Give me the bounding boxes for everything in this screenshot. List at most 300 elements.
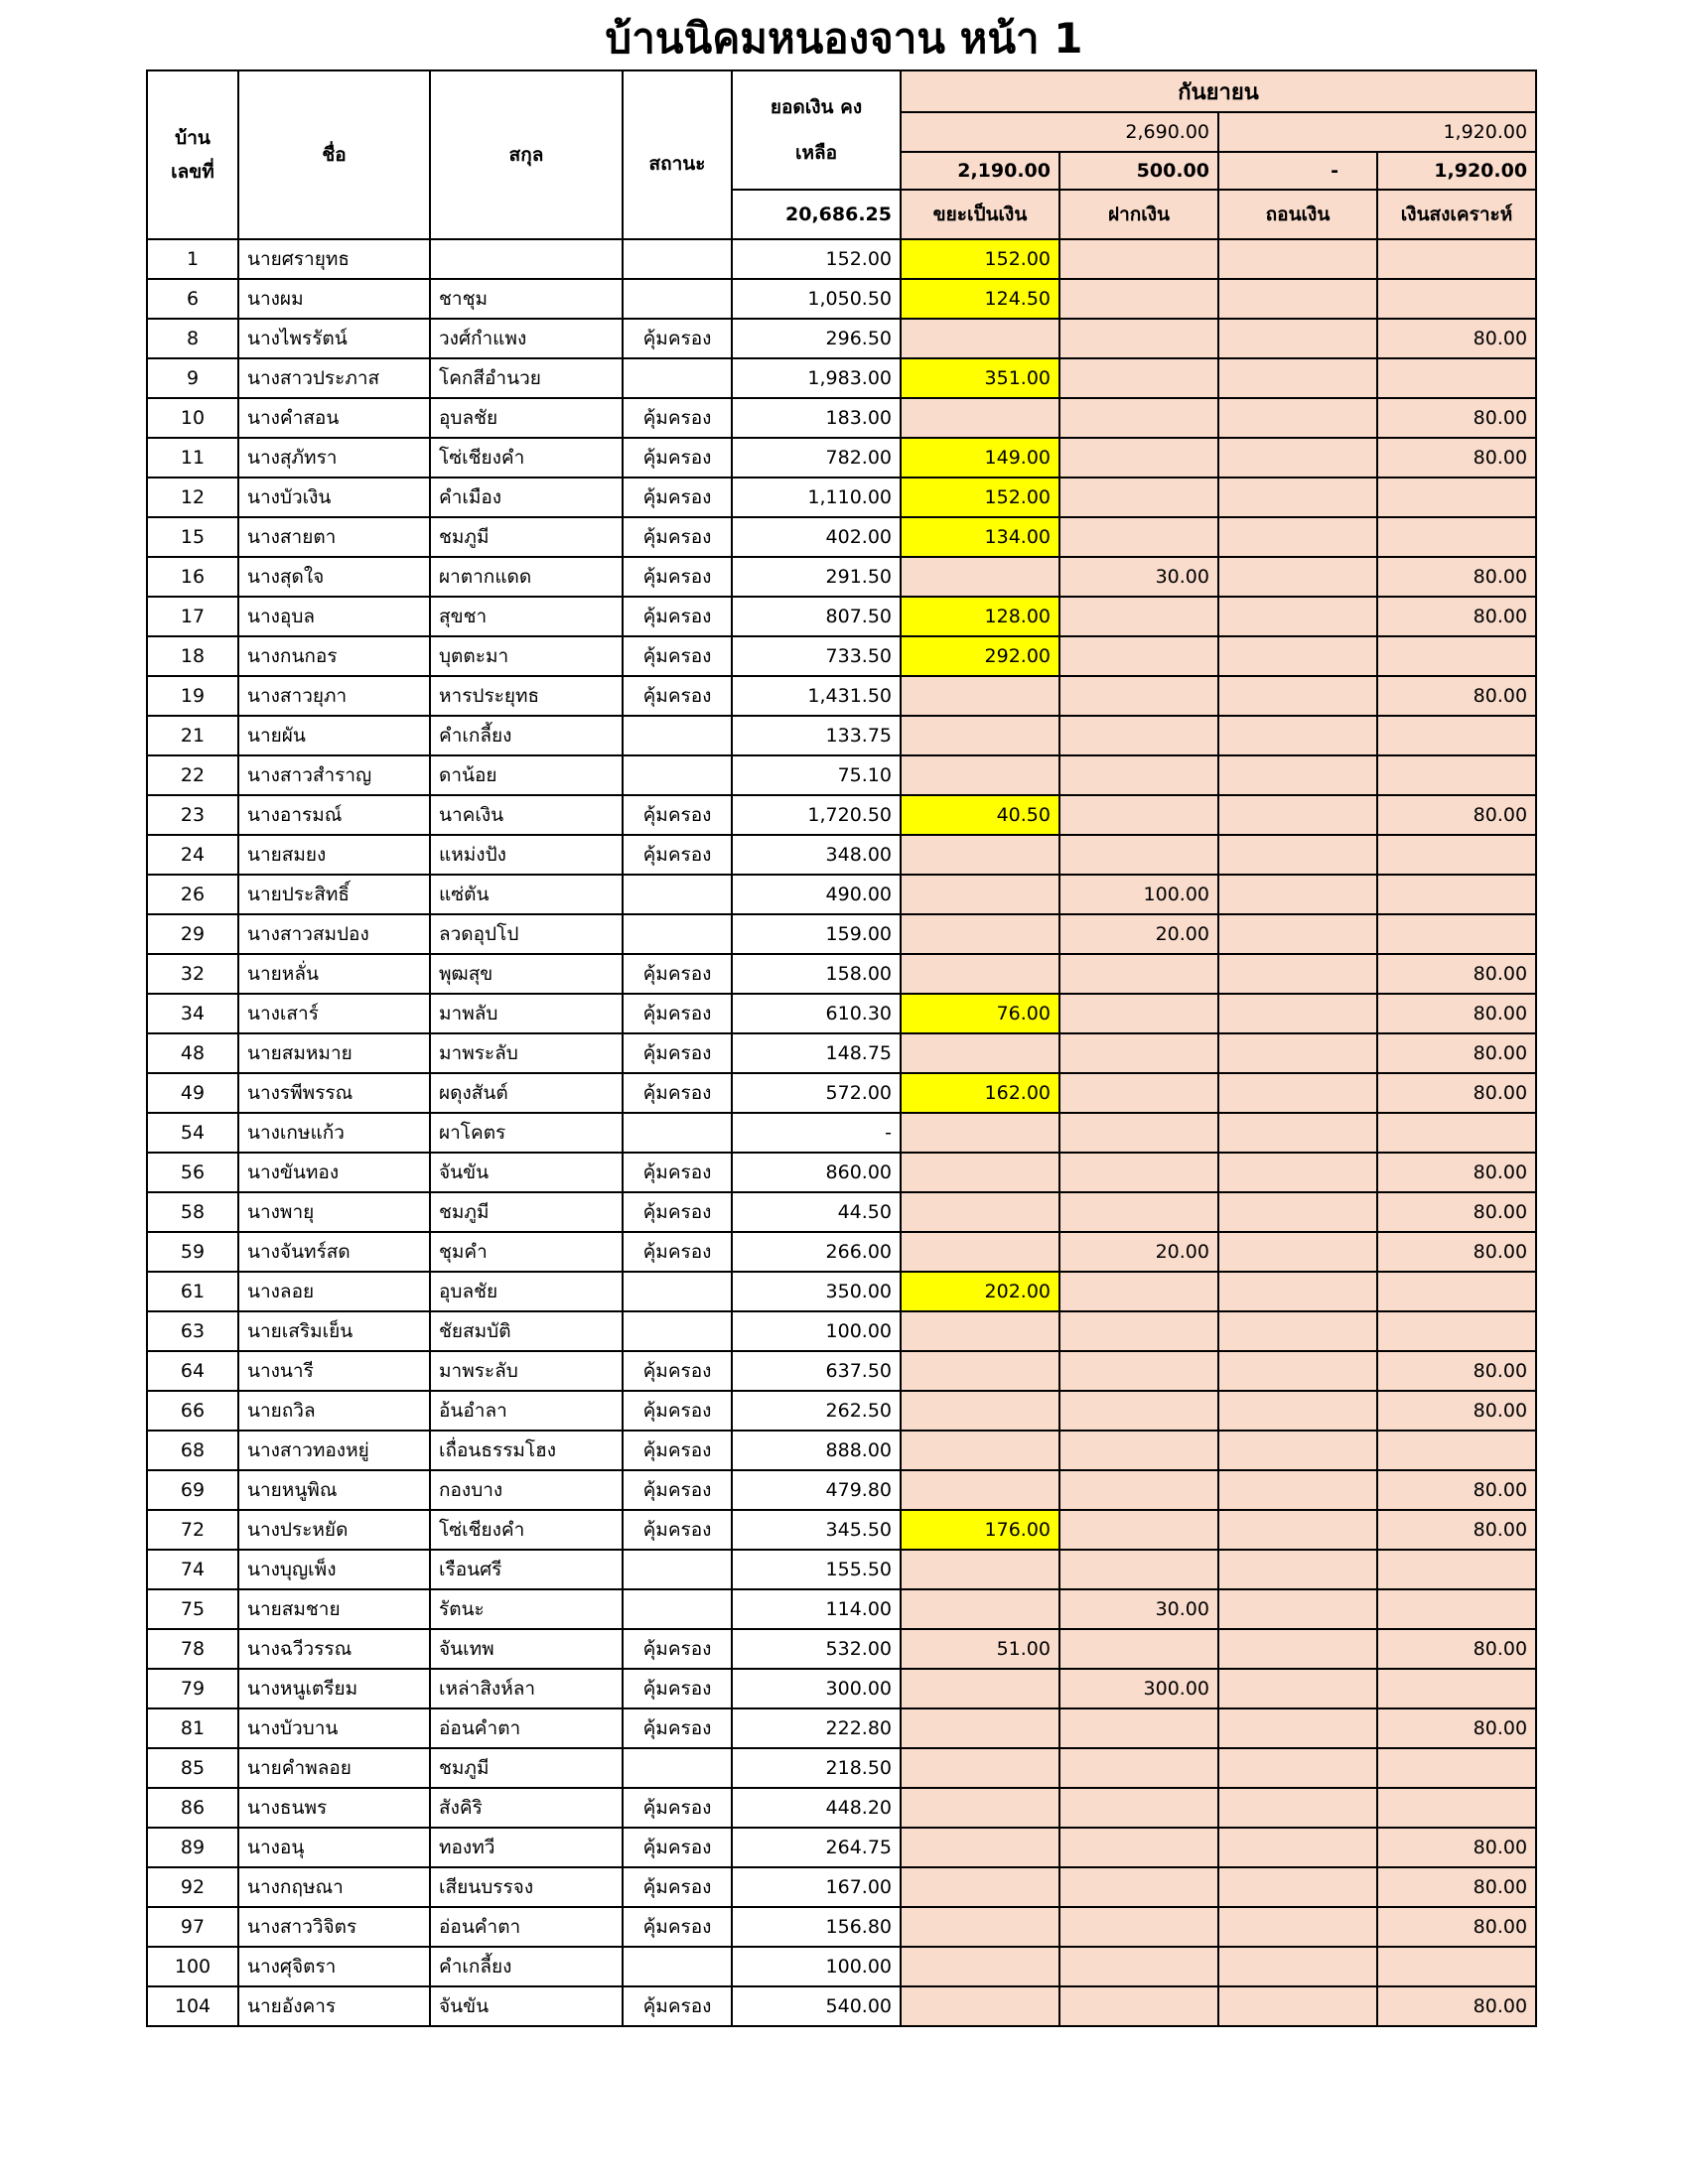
deposit-cell (1059, 1550, 1218, 1589)
balance-cell: 155.50 (732, 1550, 901, 1589)
withdraw-cell (1218, 994, 1377, 1033)
first-name-cell: นายสมหมาย (238, 1033, 430, 1073)
waste-cell (901, 755, 1059, 795)
table-row (147, 1788, 1536, 1828)
house-number-cell: 12 (147, 478, 238, 517)
last-name-cell: ชมภูมี (430, 517, 623, 557)
house-number-cell: 92 (147, 1867, 238, 1907)
house-number-cell: 8 (147, 319, 238, 358)
house-number-cell: 85 (147, 1748, 238, 1788)
balance-cell: 296.50 (732, 319, 901, 358)
table-row (147, 438, 1536, 478)
table-row (147, 557, 1536, 597)
col-header-deposit: ฝากเงิน (1059, 190, 1218, 239)
table-row (147, 1589, 1536, 1629)
balance-cell: 100.00 (732, 1947, 901, 1986)
status-cell: คุ้มครอง (623, 1232, 732, 1272)
welfare-cell: 80.00 (1377, 1828, 1536, 1867)
status-cell: คุ้มครอง (623, 1907, 732, 1947)
withdraw-cell (1218, 1391, 1377, 1431)
deposit-cell (1059, 1629, 1218, 1669)
waste-cell: 152.00 (901, 239, 1059, 279)
welfare-cell (1377, 1748, 1536, 1788)
deposit-cell (1059, 676, 1218, 716)
last-name-cell: ลวดอุปโป (430, 914, 623, 954)
first-name-cell: นางขันทอง (238, 1153, 430, 1192)
welfare-cell (1377, 239, 1536, 279)
balance-cell: 1,720.50 (732, 795, 901, 835)
waste-cell (901, 1708, 1059, 1748)
last-name-cell: เถื่อนธรรมโฮง (430, 1431, 623, 1470)
balance-cell: 348.00 (732, 835, 901, 875)
balance-cell: 218.50 (732, 1748, 901, 1788)
welfare-cell (1377, 1589, 1536, 1629)
last-name-cell: ชุมคำ (430, 1232, 623, 1272)
house-number-cell: 72 (147, 1510, 238, 1550)
welfare-cell: 80.00 (1377, 557, 1536, 597)
welfare-cell (1377, 1669, 1536, 1708)
withdraw-cell (1218, 1431, 1377, 1470)
withdraw-cell (1218, 1907, 1377, 1947)
deposit-cell (1059, 1708, 1218, 1748)
status-cell (623, 755, 732, 795)
waste-cell: 152.00 (901, 478, 1059, 517)
waste-cell: 134.00 (901, 517, 1059, 557)
table-row (147, 1073, 1536, 1113)
status-cell (623, 358, 732, 398)
balance-cell: 183.00 (732, 398, 901, 438)
withdraw-cell (1218, 1550, 1377, 1589)
deposit-cell (1059, 1828, 1218, 1867)
last-name-cell: พุฒสุข (430, 954, 623, 994)
withdraw-cell (1218, 1351, 1377, 1391)
status-cell: คุ้มครอง (623, 1828, 732, 1867)
withdraw-cell (1218, 358, 1377, 398)
page-title: บ้านนิคมหนองจาน หน้า 1 (605, 14, 1083, 63)
last-name-cell: โคกสีอำนวย (430, 358, 623, 398)
table-row (147, 1153, 1536, 1192)
last-name-cell: แซ่ตัน (430, 875, 623, 914)
balance-cell: 167.00 (732, 1867, 901, 1907)
first-name-cell: นางผม (238, 279, 430, 319)
balance-cell: 479.80 (732, 1470, 901, 1510)
withdraw-cell (1218, 1947, 1377, 1986)
table-row (147, 1272, 1536, 1311)
col-header-welfare: เงินสงเคราะห์ (1377, 190, 1536, 239)
deposit-cell (1059, 517, 1218, 557)
last-name-cell: อ้นอำลา (430, 1391, 623, 1431)
waste-cell (901, 1828, 1059, 1867)
first-name-cell: นางอนุ (238, 1828, 430, 1867)
first-name-cell: นายประสิทธิ์ (238, 875, 430, 914)
balance-cell: 572.00 (732, 1073, 901, 1113)
last-name-cell: บุตตะมา (430, 636, 623, 676)
balance-cell: 133.75 (732, 716, 901, 755)
withdraw-cell (1218, 1828, 1377, 1867)
table-row (147, 835, 1536, 875)
deposit-cell: 100.00 (1059, 875, 1218, 914)
last-name-cell: ทองทวี (430, 1828, 623, 1867)
withdraw-cell (1218, 1153, 1377, 1192)
welfare-cell (1377, 279, 1536, 319)
status-cell: คุ้มครอง (623, 835, 732, 875)
balance-cell: 532.00 (732, 1629, 901, 1669)
welfare-cell: 80.00 (1377, 398, 1536, 438)
house-number-cell: 58 (147, 1192, 238, 1232)
house-number-cell: 54 (147, 1113, 238, 1153)
header-house-no: บ้าน เลขที่ (147, 70, 238, 239)
status-cell: คุ้มครอง (623, 557, 732, 597)
first-name-cell: นายผัน (238, 716, 430, 755)
last-name-cell: เรือนศรี (430, 1550, 623, 1589)
balance-cell: 1,110.00 (732, 478, 901, 517)
deposit-cell (1059, 1986, 1218, 2026)
house-number-cell: 32 (147, 954, 238, 994)
house-number-cell: 23 (147, 795, 238, 835)
last-name-cell: นาคเงิน (430, 795, 623, 835)
welfare-cell: 80.00 (1377, 1907, 1536, 1947)
waste-cell (901, 1907, 1059, 1947)
waste-cell: 124.50 (901, 279, 1059, 319)
waste-cell: 292.00 (901, 636, 1059, 676)
last-name-cell: มาพระลับ (430, 1033, 623, 1073)
house-number-cell: 26 (147, 875, 238, 914)
first-name-cell: นางธนพร (238, 1788, 430, 1828)
status-cell (623, 1947, 732, 1986)
withdraw-cell (1218, 914, 1377, 954)
subtotal-waste: 2,190.00 (901, 152, 1059, 190)
balance-cell: 114.00 (732, 1589, 901, 1629)
balance-cell: 264.75 (732, 1828, 901, 1867)
balance-cell: 733.50 (732, 636, 901, 676)
waste-cell (901, 1986, 1059, 2026)
waste-cell (901, 875, 1059, 914)
house-number-cell: 18 (147, 636, 238, 676)
withdraw-cell (1218, 1033, 1377, 1073)
welfare-cell (1377, 835, 1536, 875)
first-name-cell: นางไพรรัตน์ (238, 319, 430, 358)
balance-cell: 1,983.00 (732, 358, 901, 398)
waste-cell (901, 1669, 1059, 1708)
balance-cell: 1,050.50 (732, 279, 901, 319)
withdraw-cell (1218, 1708, 1377, 1748)
house-number-cell: 11 (147, 438, 238, 478)
welfare-cell (1377, 1431, 1536, 1470)
welfare-cell: 80.00 (1377, 1192, 1536, 1232)
status-cell: คุ้มครอง (623, 398, 732, 438)
waste-cell: 351.00 (901, 358, 1059, 398)
table-row (147, 597, 1536, 636)
first-name-cell: นางบัวเงิน (238, 478, 430, 517)
status-cell: คุ้มครอง (623, 1153, 732, 1192)
house-number-cell: 89 (147, 1828, 238, 1867)
withdraw-cell (1218, 755, 1377, 795)
status-cell: คุ้มครอง (623, 1867, 732, 1907)
balance-cell: 1,431.50 (732, 676, 901, 716)
withdraw-cell (1218, 875, 1377, 914)
house-number-cell: 63 (147, 1311, 238, 1351)
waste-cell: 202.00 (901, 1272, 1059, 1311)
last-name-cell: จันเทพ (430, 1629, 623, 1669)
deposit-cell (1059, 597, 1218, 636)
balance-cell: 807.50 (732, 597, 901, 636)
last-name-cell: เสียนบรรจง (430, 1867, 623, 1907)
status-cell (623, 1589, 732, 1629)
table-row (147, 716, 1536, 755)
welfare-cell (1377, 1550, 1536, 1589)
withdraw-cell (1218, 676, 1377, 716)
first-name-cell: นายหลั่น (238, 954, 430, 994)
balance-cell: 156.80 (732, 1907, 901, 1947)
waste-cell (901, 835, 1059, 875)
withdraw-cell (1218, 1192, 1377, 1232)
col-header-withdraw: ถอนเงิน (1218, 190, 1377, 239)
house-number-cell: 9 (147, 358, 238, 398)
house-number-cell: 34 (147, 994, 238, 1033)
withdraw-cell (1218, 636, 1377, 676)
waste-cell (901, 1192, 1059, 1232)
balance-cell: 158.00 (732, 954, 901, 994)
status-cell: คุ้มครอง (623, 1351, 732, 1391)
withdraw-cell (1218, 1986, 1377, 2026)
last-name-cell: สุขชา (430, 597, 623, 636)
welfare-cell (1377, 755, 1536, 795)
waste-cell: 128.00 (901, 597, 1059, 636)
house-number-cell: 64 (147, 1351, 238, 1391)
balance-cell: 490.00 (732, 875, 901, 914)
last-name-cell: มาพลับ (430, 994, 623, 1033)
status-cell: คุ้มครอง (623, 1708, 732, 1748)
table-row (147, 994, 1536, 1033)
table-row (147, 1669, 1536, 1708)
welfare-cell: 80.00 (1377, 1153, 1536, 1192)
subtotal-withdraw: - (1218, 152, 1377, 190)
house-number-cell: 10 (147, 398, 238, 438)
house-number-cell: 81 (147, 1708, 238, 1748)
table-row (147, 239, 1536, 279)
status-cell (623, 1272, 732, 1311)
withdraw-cell (1218, 835, 1377, 875)
house-number-cell: 29 (147, 914, 238, 954)
welfare-cell: 80.00 (1377, 1629, 1536, 1669)
last-name-cell: ผดุงสันต์ (430, 1073, 623, 1113)
table-row (147, 636, 1536, 676)
first-name-cell: นางหนูเตรียม (238, 1669, 430, 1708)
welfare-cell: 80.00 (1377, 994, 1536, 1033)
balance-cell: 75.10 (732, 755, 901, 795)
last-name-cell: คำเมือง (430, 478, 623, 517)
withdraw-cell (1218, 319, 1377, 358)
welfare-cell (1377, 1311, 1536, 1351)
house-number-cell: 56 (147, 1153, 238, 1192)
house-number-cell: 104 (147, 1986, 238, 2026)
first-name-cell: นางเกษแก้ว (238, 1113, 430, 1153)
waste-cell: 149.00 (901, 438, 1059, 478)
status-cell: คุ้มครอง (623, 676, 732, 716)
balance-cell: 300.00 (732, 1669, 901, 1708)
welfare-cell: 80.00 (1377, 1073, 1536, 1113)
waste-cell (901, 1311, 1059, 1351)
last-name-cell: โซ่เชียงคำ (430, 438, 623, 478)
welfare-cell: 80.00 (1377, 319, 1536, 358)
table-row (147, 1748, 1536, 1788)
waste-cell (901, 1431, 1059, 1470)
welfare-cell: 80.00 (1377, 1391, 1536, 1431)
last-name-cell: ชาชุม (430, 279, 623, 319)
first-name-cell: นางรพีพรรณ (238, 1073, 430, 1113)
welfare-cell (1377, 914, 1536, 954)
balance-cell: 44.50 (732, 1192, 901, 1232)
waste-cell (901, 319, 1059, 358)
status-cell (623, 239, 732, 279)
house-number-cell: 69 (147, 1470, 238, 1510)
first-name-cell: นางสาวยุภา (238, 676, 430, 716)
first-name-cell: นางกนกอร (238, 636, 430, 676)
deposit-cell (1059, 1470, 1218, 1510)
welfare-cell: 80.00 (1377, 1232, 1536, 1272)
status-cell: คุ้มครอง (623, 597, 732, 636)
withdraw-cell (1218, 478, 1377, 517)
balance-cell: 100.00 (732, 1311, 901, 1351)
table-row (147, 1907, 1536, 1947)
house-number-cell: 75 (147, 1589, 238, 1629)
first-name-cell: นายถวิล (238, 1391, 430, 1431)
welfare-cell (1377, 636, 1536, 676)
withdraw-cell (1218, 597, 1377, 636)
balance-cell: 148.75 (732, 1033, 901, 1073)
deposit-cell (1059, 994, 1218, 1033)
table-row (147, 875, 1536, 914)
waste-cell (901, 914, 1059, 954)
waste-cell (901, 1391, 1059, 1431)
first-name-cell: นางลอย (238, 1272, 430, 1311)
welfare-cell (1377, 1113, 1536, 1153)
deposit-cell (1059, 1153, 1218, 1192)
table-row (147, 398, 1536, 438)
status-cell (623, 1748, 732, 1788)
deposit-cell (1059, 398, 1218, 438)
header-last-name: สกุล (430, 70, 623, 239)
ledger-table (146, 69, 1537, 2027)
last-name-cell: ชมภูมี (430, 1192, 623, 1232)
table-row (147, 1192, 1536, 1232)
last-name-cell: วงศ์กำแพง (430, 319, 623, 358)
deposit-cell (1059, 1431, 1218, 1470)
withdraw-cell (1218, 517, 1377, 557)
subtotal-deposit: 500.00 (1059, 152, 1218, 190)
last-name-cell: อ่อนคำตา (430, 1907, 623, 1947)
withdraw-cell (1218, 1232, 1377, 1272)
first-name-cell: นางศุจิตรา (238, 1947, 430, 1986)
first-name-cell: นางสายตา (238, 517, 430, 557)
welfare-cell (1377, 1272, 1536, 1311)
withdraw-cell (1218, 239, 1377, 279)
house-number-cell: 100 (147, 1947, 238, 1986)
status-cell: คุ้มครอง (623, 1788, 732, 1828)
welfare-cell: 80.00 (1377, 676, 1536, 716)
deposit-cell (1059, 1748, 1218, 1788)
house-number-cell: 17 (147, 597, 238, 636)
house-number-cell: 6 (147, 279, 238, 319)
status-cell (623, 279, 732, 319)
balance-cell: 222.80 (732, 1708, 901, 1748)
status-cell (623, 914, 732, 954)
deposit-cell: 30.00 (1059, 1589, 1218, 1629)
header-balance: ยอดเงิน คงเหลือ (732, 70, 901, 190)
house-number-cell: 78 (147, 1629, 238, 1669)
first-name-cell: นางสาววิจิตร (238, 1907, 430, 1947)
balance-cell: 350.00 (732, 1272, 901, 1311)
status-cell: คุ้มครอง (623, 1431, 732, 1470)
welfare-cell (1377, 1788, 1536, 1828)
balance-cell: 402.00 (732, 517, 901, 557)
balance-cell: - (732, 1113, 901, 1153)
first-name-cell: นายหนูพิณ (238, 1470, 430, 1510)
withdraw-cell (1218, 795, 1377, 835)
first-name-cell: นางกฤษณา (238, 1867, 430, 1907)
deposit-cell (1059, 1351, 1218, 1391)
welfare-cell: 80.00 (1377, 1708, 1536, 1748)
first-name-cell: นายสมยง (238, 835, 430, 875)
waste-cell (901, 676, 1059, 716)
status-cell: คุ้มครอง (623, 438, 732, 478)
table-row (147, 1947, 1536, 1986)
table-row (147, 1311, 1536, 1351)
status-cell: คุ้มครอง (623, 1073, 732, 1113)
waste-cell (901, 1470, 1059, 1510)
table-row (147, 1986, 1536, 2026)
deposit-cell (1059, 478, 1218, 517)
last-name-cell: หารประยุทธ (430, 676, 623, 716)
house-number-cell: 79 (147, 1669, 238, 1708)
first-name-cell: นางอุบล (238, 597, 430, 636)
last-name-cell: แหม่งปัง (430, 835, 623, 875)
deposit-cell (1059, 279, 1218, 319)
deposit-cell (1059, 1192, 1218, 1232)
last-name-cell: จันขัน (430, 1986, 623, 2026)
table-row (147, 1033, 1536, 1073)
table-row (147, 279, 1536, 319)
first-name-cell: นางนารี (238, 1351, 430, 1391)
table-row (147, 1708, 1536, 1748)
withdraw-cell (1218, 954, 1377, 994)
first-name-cell: นายสมชาย (238, 1589, 430, 1629)
last-name-cell: ดาน้อย (430, 755, 623, 795)
waste-cell: 40.50 (901, 795, 1059, 835)
waste-cell (901, 1550, 1059, 1589)
house-number-cell: 24 (147, 835, 238, 875)
status-cell: คุ้มครอง (623, 636, 732, 676)
withdraw-cell (1218, 1113, 1377, 1153)
status-cell (623, 1550, 732, 1589)
waste-cell (901, 1748, 1059, 1788)
welfare-cell (1377, 875, 1536, 914)
waste-cell (901, 557, 1059, 597)
welfare-cell: 80.00 (1377, 1867, 1536, 1907)
table-row (147, 1550, 1536, 1589)
withdraw-cell (1218, 1867, 1377, 1907)
last-name-cell: ชมภูมี (430, 1748, 623, 1788)
last-name-cell: โซ่เชียงคำ (430, 1510, 623, 1550)
deposit-cell (1059, 1033, 1218, 1073)
house-number-cell: 15 (147, 517, 238, 557)
balance-cell: 291.50 (732, 557, 901, 597)
welfare-cell: 80.00 (1377, 1510, 1536, 1550)
welfare-cell: 80.00 (1377, 597, 1536, 636)
deposit-cell (1059, 1867, 1218, 1907)
status-cell: คุ้มครอง (623, 1192, 732, 1232)
status-cell: คุ้มครอง (623, 1391, 732, 1431)
